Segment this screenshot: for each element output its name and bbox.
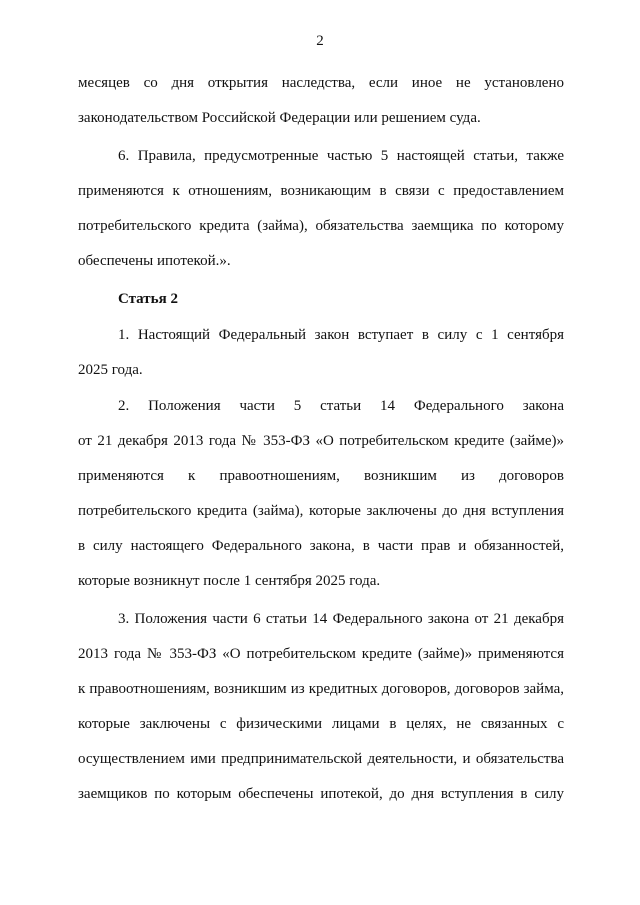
article-heading: Статья 2	[118, 291, 178, 307]
text-line: применяются к правоотношениям, возникшим из договоров	[78, 468, 564, 484]
text-line: которые возникнут после 1 сентября 2025 года.	[78, 573, 381, 589]
text-line: к правоотношениям, возникшим из кредитных договоров, договоров займа,	[78, 681, 564, 697]
text-line: 1. Настоящий Федеральный закон вступает в силу с 1 сентября	[118, 327, 564, 343]
text-line: применяются к отношениям, возникающим в связи с предоставлением	[78, 183, 564, 199]
text-line: законодательством Российской Федерации или решением суда.	[78, 110, 481, 126]
page-number: 2	[316, 33, 324, 49]
text-line: месяцев со дня открытия наследства, если иное не установлено	[78, 75, 564, 91]
text-line: 2025 года.	[78, 362, 143, 378]
text-line: которые заключены с физическими лицами в целях, не связанных с	[78, 716, 564, 732]
text-line: 2013 года № 353-ФЗ «О потребительском кредите (займе)» применяются	[78, 646, 564, 662]
text-line: 3. Положения части 6 статьи 14 Федерального закона от 21 декабря	[118, 611, 564, 627]
text-line: 6. Правила, предусмотренные частью 5 настоящей статьи, также	[118, 148, 564, 164]
text-line: осуществлением ими предпринимательской деятельности, и обязательства	[78, 751, 564, 767]
text-line: заемщиков по которым обеспечены ипотекой, до дня вступления в силу	[78, 786, 564, 802]
text-line: потребительского кредита (займа), которые заключены до дня вступления	[78, 503, 564, 519]
text-line: в силу настоящего Федерального закона, в части прав и обязанностей,	[78, 538, 564, 554]
text-line: потребительского кредита (займа), обязательства заемщика по которому	[78, 218, 564, 234]
text-line: от 21 декабря 2013 года № 353-ФЗ «О потребительском кредите (займе)»	[78, 433, 564, 449]
text-line: 2. Положения части 5 статьи 14 Федерального закона	[118, 398, 564, 414]
text-line: обеспечены ипотекой.».	[78, 253, 231, 269]
